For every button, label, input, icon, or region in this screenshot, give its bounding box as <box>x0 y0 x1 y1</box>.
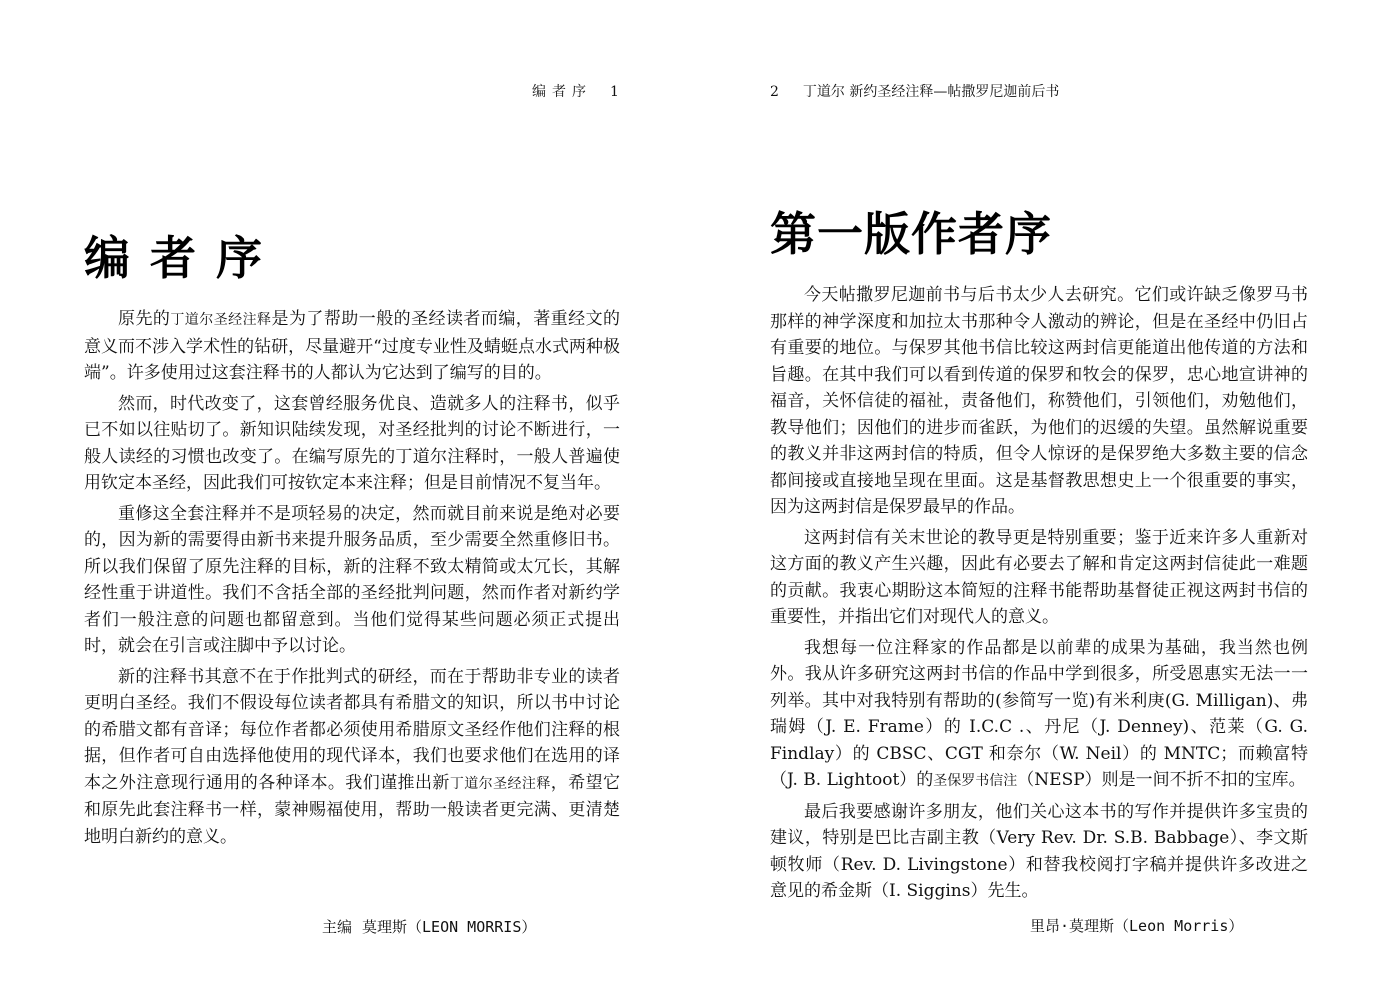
body-text <box>770 282 1308 909</box>
paragraph-text: （NESP）则是一间不折不扣的宝库。 <box>1017 770 1306 790</box>
book-title-reference: 圣保罗书信注 <box>933 773 1018 789</box>
paragraph <box>84 306 620 387</box>
signature-name: 莫理斯（LEON MORRIS） <box>362 918 537 936</box>
paragraph: 然而，时代改变了，这套曾经服务优良、造就多人的注释书，似乎已不如以往贴切了。新知识陆续发现，对圣经批判的讨论不断进行，一般人读经的习惯也改变了。在编写原先的丁道尔注释时，一般人普遍使用钦定本圣经，因此我们可按钦定本来注释；但是目前情况不复当年。 <box>84 393 620 493</box>
paragraph <box>770 635 1308 795</box>
signature <box>322 916 536 938</box>
body-text <box>84 306 620 854</box>
signature-name: 里昂·莫理斯（Leon Morris） <box>1030 917 1244 935</box>
chapter-title: 第一版作者序 <box>770 207 1052 261</box>
paragraph-text: 原先的 <box>118 309 171 329</box>
paragraph-text: 我想每一位注释家的作品都是以前辈的成果为基础，我当然也例外。我从许多研究这两封书信的作品中学到很多，所受恩惠实无法一一列举。其中对我特别有帮助的(参简写一览)有米利庚(G. Milligan)、弗瑞姆（J. E. Frame）的 I.C.C .、丹尼（J. Denney)、范莱（G. G. Findlay）的 CBSC、CGT 和奈尔（W. Neil）的 MNTC；而赖富特（J. B. Lightoot）的 <box>770 637 1308 790</box>
page-number: 2 <box>770 84 779 100</box>
page-number: 1 <box>610 84 619 100</box>
signature <box>1030 915 1243 937</box>
running-header <box>532 82 619 102</box>
paragraph-text: 新的注释书其意不在于作批判式的研经，而在于帮助非专业的读者更明白圣经。我们不假设每位读者都具有希腊文的知识，所以书中讨论的希腊文都有音译；每位作者都必须使用希腊原文圣经作他们注释的根据，但作者可自由选择他使用的现代译本，我们也要求他们在选用的译本之外注意现行通用的各种译本。我们谨推出新 <box>84 666 620 793</box>
paragraph <box>84 664 620 851</box>
right-page <box>700 0 1400 989</box>
paragraph-text: ，希望它和原先此套注释书一样，蒙神赐福使用，帮助一般读者更完满、更清楚地明白新约的意义。 <box>84 772 621 847</box>
running-header-title: 编者序 <box>532 84 592 100</box>
paragraph: 今天帖撒罗尼迦前书与后书太少人去研究。它们或许缺乏像罗马书那样的神学深度和加拉太书那种令人激动的辨论，但是在圣经中仍旧占有重要的地位。与保罗其他书信比较这两封信更能道出他传道的方法和旨趣。在其中我们可以看到传道的保罗和牧会的保罗，忠心地宣讲神的福音，关怀信徒的福祉，责备他们，称赞他们，引领他们，劝勉他们，教导他们；因他们的进步而雀跃，为他们的迟缓的失望。虽然解说重要的教义并非这两封信的特质，但令人惊讶的是保罗绝大多数主要的信念都间接或直接地呈现在里面。这是基督教思想史上一个很重要的事实，因为这两封信是保罗最早的作品。 <box>770 285 1308 517</box>
book-title-reference: 丁道尔圣经注释 <box>449 775 551 792</box>
paragraph: 这两封信有关末世论的教导更是特别重要；鉴于近来许多人重新对这方面的教义产生兴趣，因此有必要去了解和肯定这两封信徒此一难题的贡献。我衷心期盼这本简短的注释书能帮助基督徒正视这两封书信的重要性，并指出它们对现代人的意义。 <box>770 527 1308 627</box>
signature-role: 主编 <box>322 918 353 936</box>
paragraph: 最后我要感谢许多朋友，他们关心这本书的写作并提供许多宝贵的建议，特别是巴比吉副主教（Very Rev. Dr. S.B. Babbage）、李文斯顿牧师（Rev. D. Livingstone）和替我校阅打字稿并提供许多改进之意见的希金斯（I. Siggins）先生。 <box>770 801 1308 901</box>
chapter-title: 编者序 <box>84 231 282 285</box>
running-header <box>770 82 1059 102</box>
running-header-title: 丁道尔 新约圣经注释—帖撒罗尼迦前后书 <box>802 84 1060 100</box>
book-title-reference: 丁道尔圣经注释 <box>170 312 272 328</box>
paragraph: 重修这全套注释并不是项轻易的决定，然而就目前来说是绝对必要的，因为新的需要得由新书来提升服务品质，至少需要全然重修旧书。所以我们保留了原先注释的目标，新的注释不致太精简或太冗长，其解经性重于讲道性。我们不含括全部的圣经批判问题，然而作者对新约学者们一般注意的问题也都留意到。当他们觉得某些问题必须正式提出时，就会在引言或注脚中予以讨论。 <box>84 503 620 656</box>
paragraph-text: 是为了帮助一般的圣经读者而编，著重经文的意义而不涉入学术性的钻研，尽量避开“过度专业性及蜻蜓点水式两种极端”。许多使用过这套注释书的人都认为它达到了编写的目的。 <box>84 309 621 383</box>
